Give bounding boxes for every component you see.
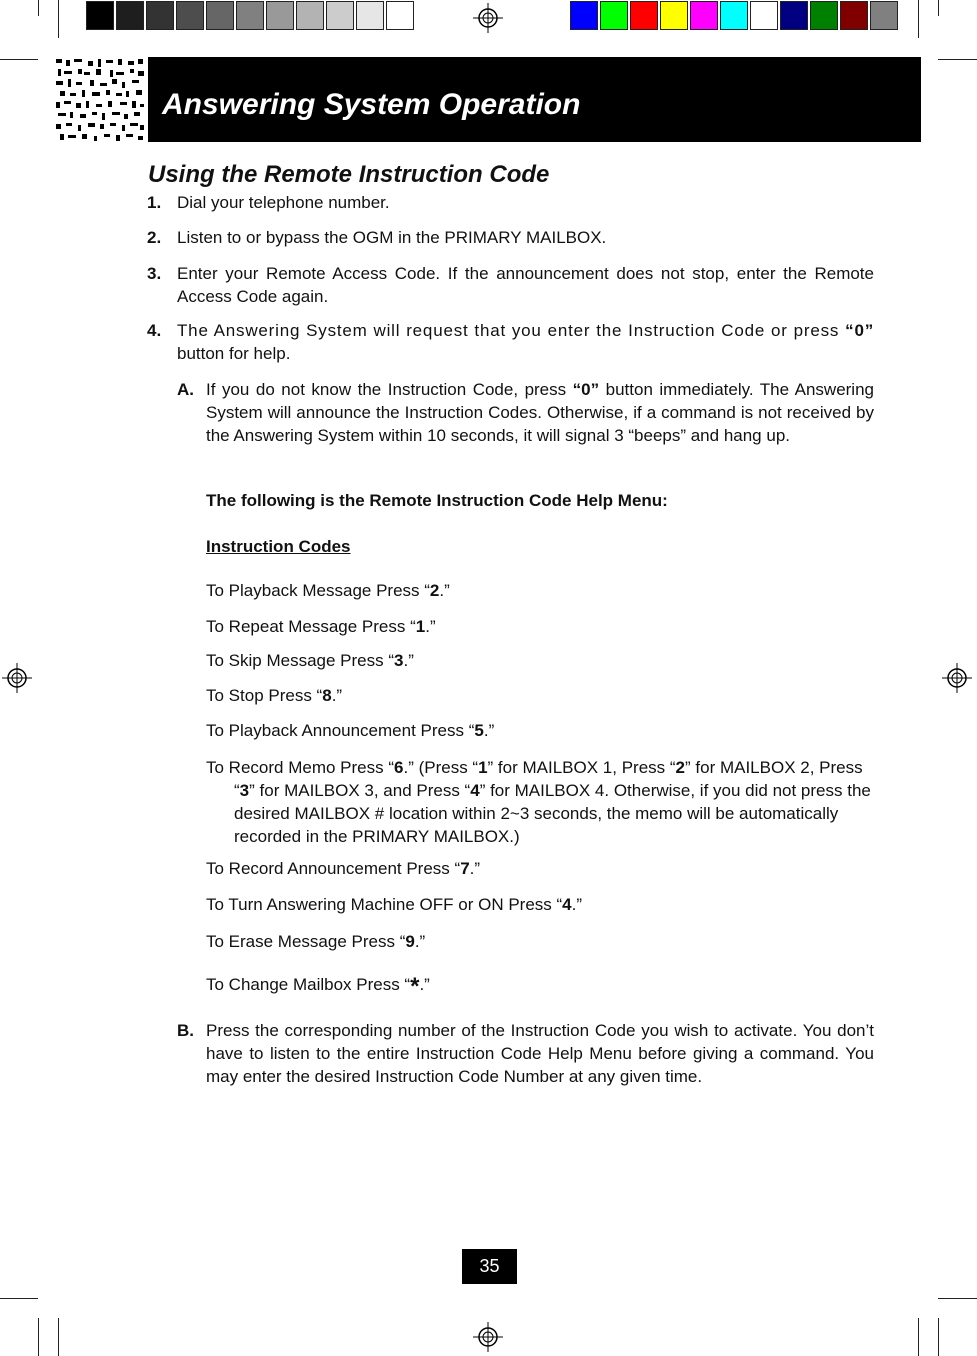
code-text: .” (414, 932, 426, 951)
code-text: ” for MAILBOX 3, and Press “ (249, 781, 471, 800)
code-text: .” (439, 581, 450, 600)
step-number: 3. (147, 264, 162, 283)
code-item (206, 932, 425, 952)
color-swatch (750, 1, 778, 30)
sub-text-after: button immediately. The Answering System will announce the Instruction Codes. Otherwise, if a command is not received by the Answering System within 10 seconds, it will signal 3 “beeps” and hang up. (206, 380, 874, 445)
sub-label: A. (177, 380, 194, 399)
sub-text: Press the corresponding number of the Instruction Code you wish to activate. You don’t have to listen to the entire Instruction Code Help Menu before giving a command. You may enter the desired Instruction Code Number at any given time. (206, 1021, 874, 1086)
step-text (177, 319, 874, 365)
code-text: To Record Memo Press “ (206, 758, 394, 777)
code-key: 9 (405, 932, 415, 951)
step-text: Enter your Remote Access Code. If the announcement does not stop, enter the Remote Access Code again. (177, 264, 874, 306)
page-title: Answering System Operation (162, 88, 581, 121)
color-swatch (780, 1, 808, 30)
code-key: 8 (322, 686, 332, 705)
color-swatch (690, 1, 718, 30)
code-item-memo (206, 756, 874, 848)
code-item (206, 721, 494, 741)
code-key: 3 (239, 781, 250, 800)
sub-text-before: If you do not know the Instruction Code, press (206, 380, 573, 399)
color-swatch (720, 1, 748, 30)
code-text: To Repeat Message Press “ (206, 617, 416, 636)
code-text: .” (331, 686, 343, 705)
code-item (206, 651, 414, 671)
code-key: 6 (394, 758, 404, 777)
color-swatch (570, 1, 598, 30)
registration-mark-icon (473, 1322, 503, 1352)
code-text: ” for MAILBOX 4. Otherwise, if you did not press the desired MAILBOX # location within 2~3 seconds, the memo will be automatically recorded in the PRIMARY MAILBOX.) (234, 781, 871, 846)
step-number: 2. (147, 228, 162, 247)
gray-swatch (86, 1, 114, 30)
code-key: 2 (429, 581, 440, 600)
code-item (206, 895, 582, 915)
step-text: Listen to or bypass the OGM in the PRIMARY MAILBOX. (177, 228, 607, 247)
code-key: 1 (478, 758, 488, 777)
color-swatch (870, 1, 898, 30)
code-text: .” (403, 651, 414, 670)
gray-swatch (176, 1, 204, 30)
code-text: ” for MAILBOX 1, Press “ (487, 758, 676, 777)
step-text-before: The Answering System will request that you enter the Instruction Code or press (177, 321, 846, 340)
registration-mark-icon (2, 663, 32, 693)
code-key: 3 (394, 651, 404, 670)
sub-text (206, 378, 874, 447)
gray-swatch (386, 1, 414, 30)
step-number: 4. (147, 321, 162, 340)
color-swatch (630, 1, 658, 30)
gray-swatch (356, 1, 384, 30)
code-text: To Erase Message Press “ (206, 932, 406, 951)
gray-swatch (326, 1, 354, 30)
code-text: .” (571, 895, 583, 914)
color-swatch (600, 1, 628, 30)
key-label: “0” (845, 321, 874, 340)
code-item (206, 617, 436, 637)
code-key: 2 (675, 758, 686, 777)
code-text: To Record Announcement Press “ (206, 859, 461, 878)
code-key: * (410, 973, 420, 1000)
registration-mark-icon (942, 663, 972, 693)
gray-swatch (266, 1, 294, 30)
code-text: To Skip Message Press “ (206, 651, 395, 670)
code-text: To Change Mailbox Press “ (206, 975, 411, 994)
color-swatch (660, 1, 688, 30)
code-item (206, 581, 450, 601)
code-key: 5 (474, 721, 484, 740)
step-number: 1. (147, 193, 162, 212)
code-text: ” for MAILBOX 2, Press “ (234, 758, 863, 800)
code-text: .” (483, 721, 495, 740)
code-text: .” (469, 859, 481, 878)
code-key: 4 (470, 781, 480, 800)
step-text-after: button for help. (177, 344, 291, 363)
code-text: To Playback Message Press “ (206, 581, 430, 600)
sub-label: B. (177, 1021, 194, 1040)
code-text: .” (419, 975, 430, 994)
registration-mark-icon (473, 3, 503, 33)
pattern-graphic (54, 57, 146, 142)
key-label: “0” (572, 380, 600, 399)
color-swatch (840, 1, 868, 30)
gray-swatch (296, 1, 324, 30)
color-swatch (810, 1, 838, 30)
code-key: 7 (460, 859, 470, 878)
code-key: 4 (562, 895, 572, 914)
code-key: 1 (415, 617, 426, 636)
page-number: 35 (462, 1249, 517, 1284)
code-item (206, 973, 430, 1001)
code-text: .” (425, 617, 436, 636)
code-item (206, 686, 342, 706)
gray-swatch (206, 1, 234, 30)
section-title: Using the Remote Instruction Code (148, 161, 550, 188)
codes-heading: Instruction Codes (206, 537, 351, 556)
gray-swatch (116, 1, 144, 30)
code-text: To Turn Answering Machine OFF or ON Press “ (206, 895, 563, 914)
code-text: .” (Press “ (403, 758, 479, 777)
step-text: Dial your telephone number. (177, 193, 390, 212)
gray-swatch (146, 1, 174, 30)
code-text: To Playback Announcement Press “ (206, 721, 475, 740)
code-item (206, 859, 480, 879)
help-menu-heading: The following is the Remote Instruction Code Help Menu: (206, 491, 668, 510)
code-text: To Stop Press “ (206, 686, 323, 705)
gray-swatch (236, 1, 264, 30)
